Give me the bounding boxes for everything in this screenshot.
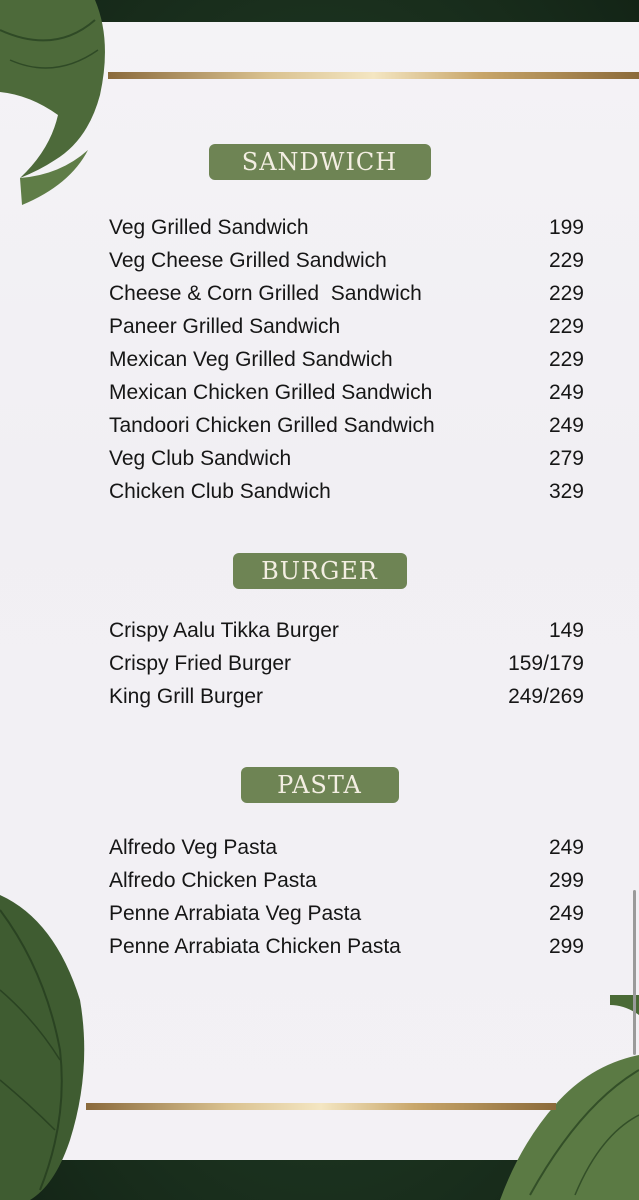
item-name: Tandoori Chicken Grilled Sandwich (109, 414, 435, 437)
item-name: Alfredo Chicken Pasta (109, 869, 317, 892)
menu-item (109, 864, 584, 897)
item-price: 249 (548, 414, 584, 437)
item-price: 249 (548, 836, 584, 859)
item-price: 229 (548, 315, 584, 338)
menu-item (109, 475, 584, 508)
item-price: 249 (548, 902, 584, 925)
item-price: 249 (548, 381, 584, 404)
item-price: 149 (548, 619, 584, 642)
gold-divider-top (108, 72, 639, 79)
gold-divider-bottom (86, 1103, 556, 1110)
section-title-sandwich: SANDWICH (209, 144, 431, 180)
item-name: King Grill Burger (109, 685, 264, 708)
item-name: Veg Cheese Grilled Sandwich (109, 249, 387, 272)
menu-item (109, 211, 584, 244)
item-price: 279 (548, 447, 584, 470)
leaf-bottom-right-decoration (460, 995, 639, 1200)
item-name: Penne Arrabiata Veg Pasta (109, 902, 362, 925)
item-name: Mexican Veg Grilled Sandwich (109, 348, 393, 371)
item-name: Mexican Chicken Grilled Sandwich (109, 381, 433, 404)
menu-item (109, 930, 584, 963)
menu-item (109, 310, 584, 343)
item-name: Veg Club Sandwich (109, 447, 292, 470)
menu-item (109, 244, 584, 277)
menu-item (109, 376, 584, 409)
item-name: Paneer Grilled Sandwich (109, 315, 341, 338)
item-name: Alfredo Veg Pasta (109, 836, 278, 859)
leaf-top-left-decoration (0, 0, 120, 210)
item-price: 299 (548, 935, 584, 958)
leaf-bottom-left-decoration (0, 890, 90, 1200)
item-name: Penne Arrabiata Chicken Pasta (109, 935, 401, 958)
item-name: Veg Grilled Sandwich (109, 216, 309, 239)
pasta-menu-list (109, 831, 584, 963)
menu-item (109, 897, 584, 930)
item-price: 229 (548, 348, 584, 371)
item-price: 229 (548, 249, 584, 272)
vertical-scrollbar[interactable] (633, 890, 636, 1055)
burger-menu-list (109, 614, 584, 713)
menu-item (109, 343, 584, 376)
menu-item (109, 614, 584, 647)
item-price: 299 (548, 869, 584, 892)
menu-item (109, 442, 584, 475)
item-price: 329 (548, 480, 584, 503)
item-name: Cheese & Corn Grilled Sandwich (109, 282, 422, 305)
item-price: 249/269 (508, 685, 584, 708)
section-title-burger: BURGER (233, 553, 407, 589)
menu-item (109, 680, 584, 713)
item-price: 229 (548, 282, 584, 305)
item-name: Crispy Fried Burger (109, 652, 292, 675)
item-name: Crispy Aalu Tikka Burger (109, 619, 339, 642)
section-title-pasta: PASTA (241, 767, 399, 803)
item-name: Chicken Club Sandwich (109, 480, 331, 503)
menu-item (109, 277, 584, 310)
menu-item (109, 831, 584, 864)
menu-item (109, 647, 584, 680)
item-price: 199 (548, 216, 584, 239)
sandwich-menu-list (109, 211, 584, 508)
item-price: 159/179 (508, 652, 584, 675)
menu-item (109, 409, 584, 442)
